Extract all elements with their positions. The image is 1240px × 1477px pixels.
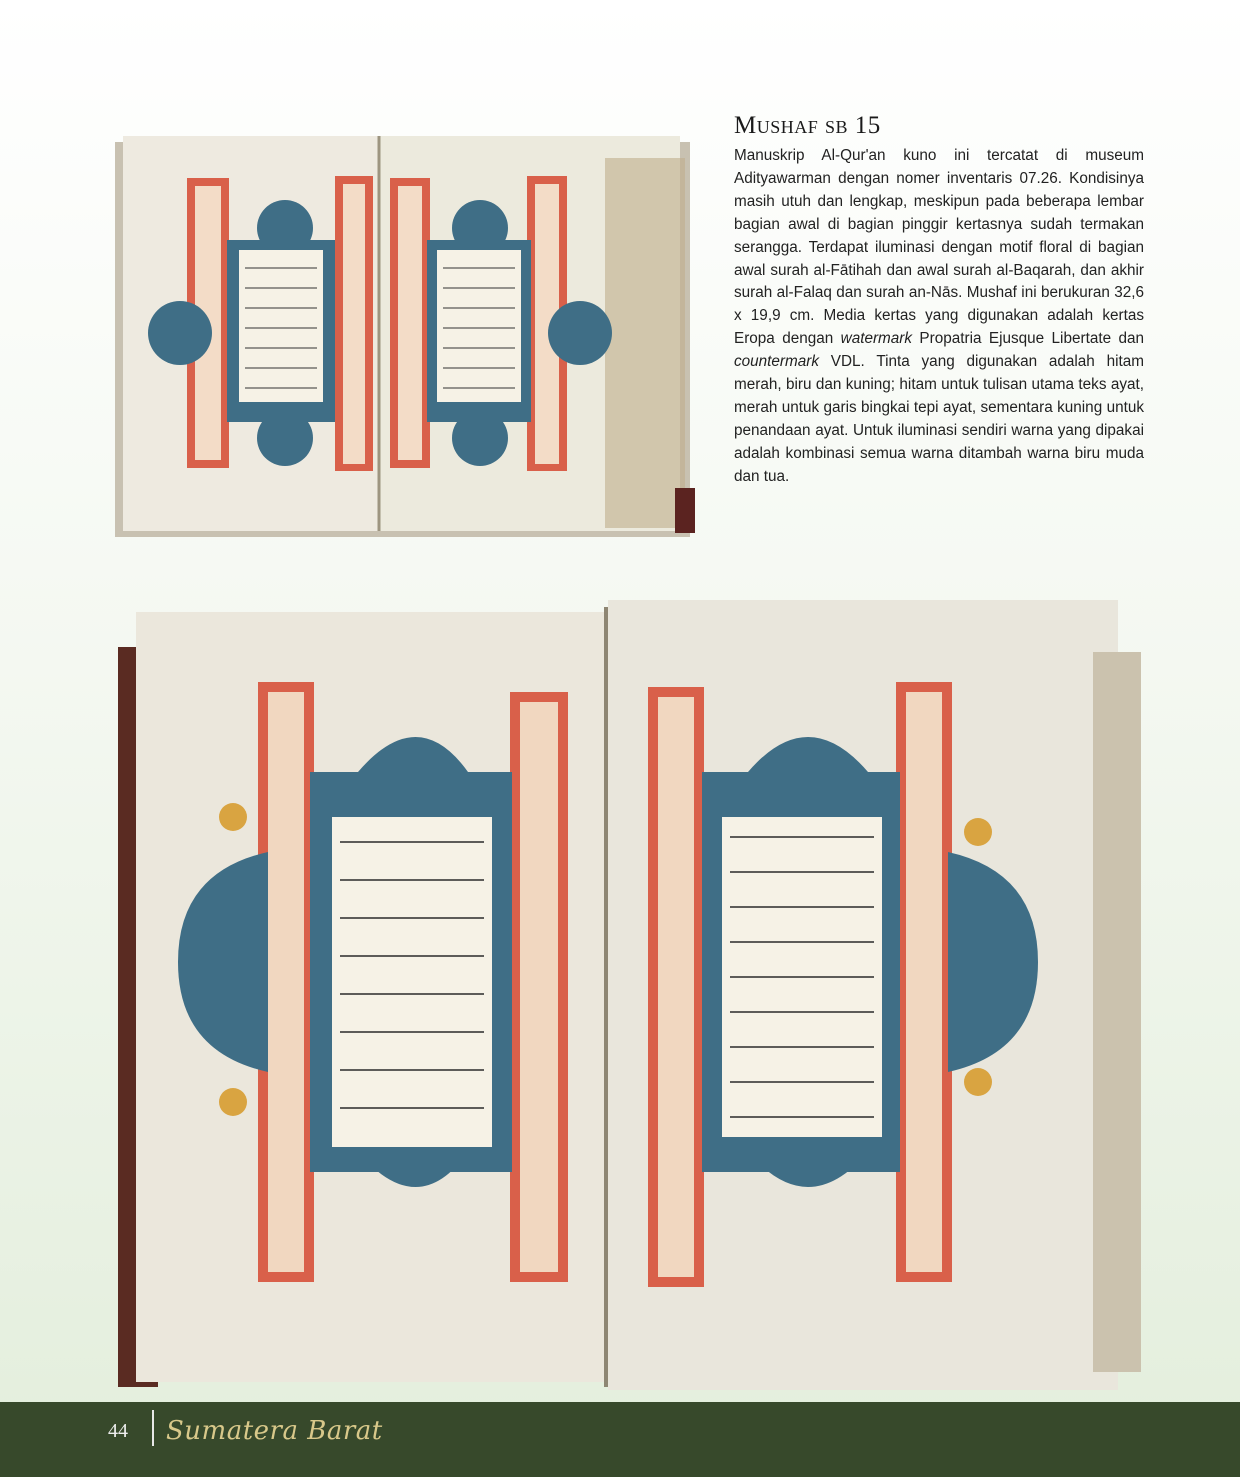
section-title: Mushaf sb 15 bbox=[734, 112, 881, 139]
countermark-term: countermark bbox=[734, 353, 820, 371]
description-part-2: Propatria Ejusque Libertate dan bbox=[912, 330, 1144, 348]
description-part-1: Manuskrip Al-Qur'an kuno ini tercatat di museum Adityawarman dengan nomer inventaris 07.26. Kondisinya masih utuh dan lengkap, meskipun pada beberapa lembar bagian awal di bagian pinggir kertasnya sudah termakan serangga. Terdapat iluminasi dengan motif floral di bagian awal surah al-Fātihah dan awal surah al-Baqarah, dan akhir surah al-Falaq dan surah an-Nās. Mushaf ini berukuran 32,6 x 19,9 cm. Media kertas yang digunakan adalah kertas Eropa dengan bbox=[734, 147, 1144, 348]
page-number: 44 bbox=[108, 1420, 128, 1442]
book-title: Sumatera Barat bbox=[166, 1416, 383, 1446]
manuscript-photo-bottom bbox=[118, 592, 1148, 1392]
footer-divider bbox=[152, 1410, 154, 1446]
section-description bbox=[734, 145, 1144, 489]
watermark-term: watermark bbox=[840, 330, 913, 348]
manuscript-photo-top bbox=[115, 128, 695, 543]
description-part-3: VDL. Tinta yang digunakan adalah hitam merah, biru dan kuning; hitam untuk tulisan utama teks ayat, merah untuk garis bingkai tepi ayat, sementara kuning untuk penandaan ayat. Untuk iluminasi sendiri warna yang dipakai adalah kombinasi semua warna ditambah warna biru muda dan tua. bbox=[734, 353, 1144, 485]
